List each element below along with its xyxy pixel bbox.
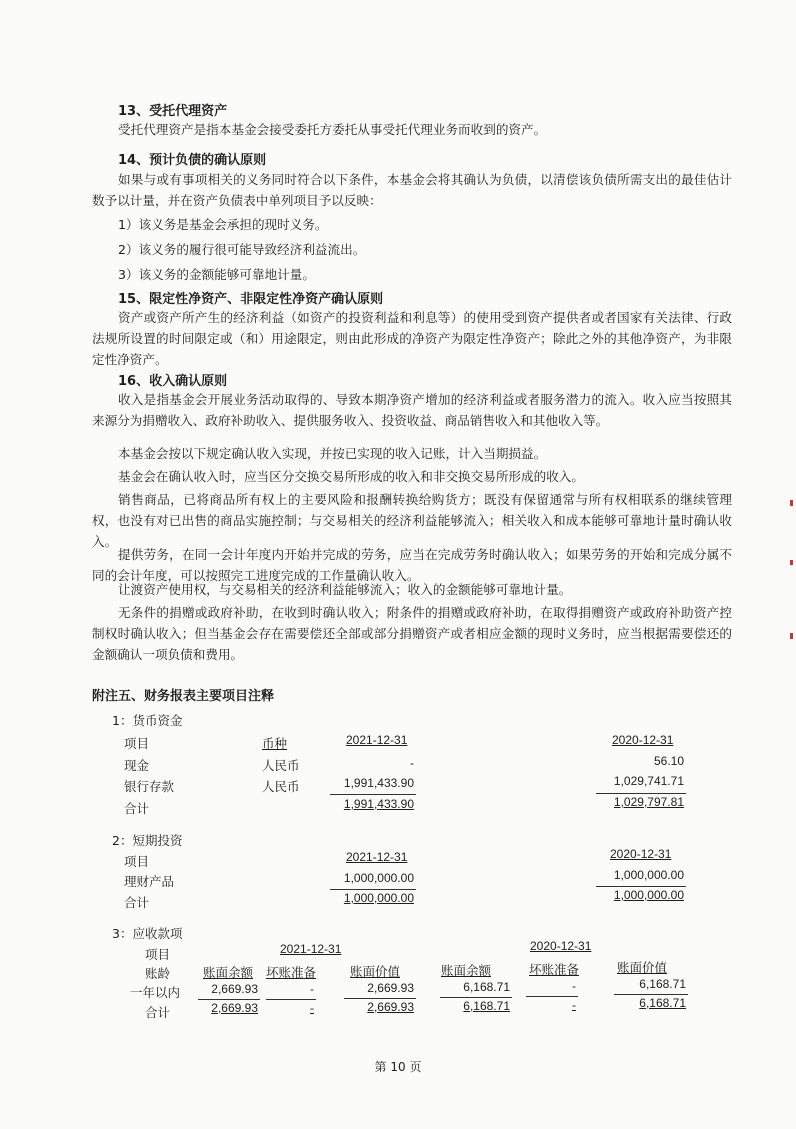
receivables-row-value-2021: 2,669.93 xyxy=(367,981,414,995)
cash-total-2020: 1,029,797.81 xyxy=(613,795,684,809)
cash-row-currency: 人民币 xyxy=(262,779,300,794)
cash-row-2020: 1,029,741.71 xyxy=(613,774,684,788)
receivables-col-book-balance-2020: 账面余额 xyxy=(441,963,492,978)
receivables-total-rule xyxy=(614,994,688,995)
cash-row-item: 现金 xyxy=(124,758,150,773)
receivables-row-value-2020: 6,168.71 xyxy=(639,977,686,991)
receivables-total-balance-2021: 2,669.93 xyxy=(211,1001,258,1015)
receivables-col-book-balance-2021: 账面余额 xyxy=(203,965,254,980)
receivables-heading: 3：应收款项 xyxy=(112,926,183,941)
section-16-paragraph-5: 提供劳务，在同一会计年度内开始并完成的劳务，应当在完成劳务时确认收入；如果劳务的开始和完成分属不同的会计年度，可以按照完工进度完成的工作量确认收入。 xyxy=(92,547,732,583)
receivables-col-aging: 账龄 xyxy=(145,966,171,981)
section-14-paragraph: 如果与或有事项相关的义务同时符合以下条件，本基金会将其确认为负债，以清偿该负债所需支出的最佳估计数予以计量，并在资产负债表中单列项目予以反映： xyxy=(92,172,732,208)
section-14-item-2: 2）该义务的履行很可能导致经济利益流出。 xyxy=(118,242,366,257)
short-invest-total-2020: 1,000,000.00 xyxy=(613,888,684,902)
receivables-col-book-value-2020: 账面价值 xyxy=(617,960,668,975)
cash-col-currency: 币种 xyxy=(262,736,288,751)
section-16-paragraph-3: 基金会在确认收入时，应当区分交换交易所形成的收入和非交换交易所形成的收入。 xyxy=(118,469,584,484)
receivables-total-bad-debt-2020: - xyxy=(572,998,576,1012)
cash-heading: 1：货币资金 xyxy=(112,713,183,728)
cash-row-2021: 1,991,433.90 xyxy=(343,776,414,790)
receivables-total-rule xyxy=(198,999,260,1000)
receivables-row-aging: 一年以内 xyxy=(130,985,181,1000)
scan-edge-mark xyxy=(790,560,793,565)
section-14-item-3: 3）该义务的金额能够可靠地计量。 xyxy=(118,267,315,282)
receivables-row-bad-debt-2021: - xyxy=(310,982,314,996)
section-16-title: 16、收入确认原则 xyxy=(118,374,228,389)
receivables-col-bad-debt-2021: 坏账准备 xyxy=(266,965,317,980)
receivables-total-rule xyxy=(266,999,316,1000)
receivables-total-value-2021: 2,669.93 xyxy=(367,1000,414,1014)
scan-edge-mark xyxy=(790,633,793,639)
short-invest-row-item: 理财产品 xyxy=(124,874,175,889)
receivables-total-rule xyxy=(344,998,416,999)
receivables-col-2020: 2020-12-31 xyxy=(530,939,592,953)
short-invest-row-2020: 1,000,000.00 xyxy=(613,868,684,882)
section-16-paragraph-1: 收入是指基金会开展业务活动取得的、导致本期净资产增加的经济利益或者服务潜力的流入。收入应当按照其来源分为捐赠收入、政府补助收入、提供服务收入、投资收益、商品销售收入和其他收入等。 xyxy=(92,392,732,428)
short-invest-total-rule-2020 xyxy=(596,886,686,887)
short-invest-total-rule-2021 xyxy=(330,889,416,890)
section-16-paragraph-4: 销售商品，已将商品所有权上的主要风险和报酬转换给购货方；既没有保留通常与所有权相联系的继续管理权，也没有对已出售的商品实施控制；与交易相关的经济利益能够流入；相关收入和成本能够可靠地计量时确认收入。 xyxy=(92,492,732,549)
receivables-total-label: 合计 xyxy=(145,1005,171,1020)
cash-row-currency: 人民币 xyxy=(262,758,300,773)
cash-col-2020: 2020-12-31 xyxy=(612,733,674,747)
receivables-col-book-value-2021: 账面价值 xyxy=(350,964,401,979)
cash-total-rule-2020 xyxy=(596,793,686,794)
section-14-item-1: 1）该义务是基金会承担的现时义务。 xyxy=(118,217,328,232)
receivables-total-bad-debt-2021: - xyxy=(310,1001,314,1015)
section-14-title: 14、预计负债的确认原则 xyxy=(118,153,267,168)
cash-total-rule-2021 xyxy=(330,794,416,795)
section-16-paragraph-2: 本基金会按以下规定确认收入实现，并按已实现的收入记账，计入当期损益。 xyxy=(118,446,547,461)
section-16-paragraph-7: 无条件的捐赠或政府补助，在收到时确认收入；附条件的捐赠或政府补助，在取得捐赠资产或政府补助资产控制权时确认收入；但当基金会存在需要偿还全部或部分捐赠资产或者相应金额的现时义务时，应当根据需要偿还的金额确认一项负债和费用。 xyxy=(92,605,732,662)
receivables-col-2021: 2021-12-31 xyxy=(280,942,342,956)
short-invest-total-2021: 1,000,000.00 xyxy=(343,891,414,905)
receivables-total-rule xyxy=(526,996,578,997)
section-16-paragraph-6: 让渡资产使用权，与交易相关的经济利益能够流入；收入的金额能够可靠地计量。 xyxy=(118,582,572,597)
receivables-total-rule xyxy=(440,997,512,998)
receivables-total-value-2020: 6,168.71 xyxy=(639,996,686,1010)
receivables-total-balance-2020: 6,168.71 xyxy=(463,999,510,1013)
short-invest-row-2021: 1,000,000.00 xyxy=(343,871,414,885)
receivables-row-balance-2021: 2,669.93 xyxy=(211,982,258,996)
receivables-col-item: 项目 xyxy=(145,947,171,962)
appendix-title: 附注五、财务报表主要项目注释 xyxy=(92,689,275,704)
receivables-row-bad-debt-2020: - xyxy=(572,979,576,993)
short-invest-col-2021: 2021-12-31 xyxy=(346,850,408,864)
section-15-title: 15、限定性净资产、非限定性净资产确认原则 xyxy=(118,292,384,307)
cash-row-2020: 56.10 xyxy=(653,754,684,768)
cash-row-item: 银行存款 xyxy=(124,779,175,794)
short-invest-total-label: 合计 xyxy=(124,895,150,910)
cash-col-item: 项目 xyxy=(124,736,150,751)
page-number: 第 10 页 xyxy=(374,1060,422,1074)
receivables-row-balance-2020: 6,168.71 xyxy=(463,980,510,994)
short-invest-heading: 2：短期投资 xyxy=(112,833,183,848)
short-invest-col-2020: 2020-12-31 xyxy=(610,847,672,861)
short-invest-col-item: 项目 xyxy=(124,854,150,869)
section-13-title: 13、受托代理资产 xyxy=(118,104,228,119)
cash-total-label: 合计 xyxy=(124,801,150,816)
scan-edge-mark xyxy=(790,500,793,506)
section-15-paragraph: 资产或资产所产生的经济利益（如资产的投资利益和利息等）的使用受到资产提供者或者国家有关法律、行政法规所设置的时间限定或（和）用途限定，则由此形成的净资产为限定性净资产；除此之外的其他净资产，为非限定性净资产。 xyxy=(92,310,732,367)
cash-row-2021: - xyxy=(410,756,414,770)
cash-col-2021: 2021-12-31 xyxy=(346,733,408,747)
cash-total-2021: 1,991,433.90 xyxy=(343,797,414,811)
receivables-col-bad-debt-2020: 坏账准备 xyxy=(529,962,580,977)
section-13-paragraph: 受托代理资产是指本基金会接受委托方委托从事受托代理业务而收到的资产。 xyxy=(118,122,547,137)
